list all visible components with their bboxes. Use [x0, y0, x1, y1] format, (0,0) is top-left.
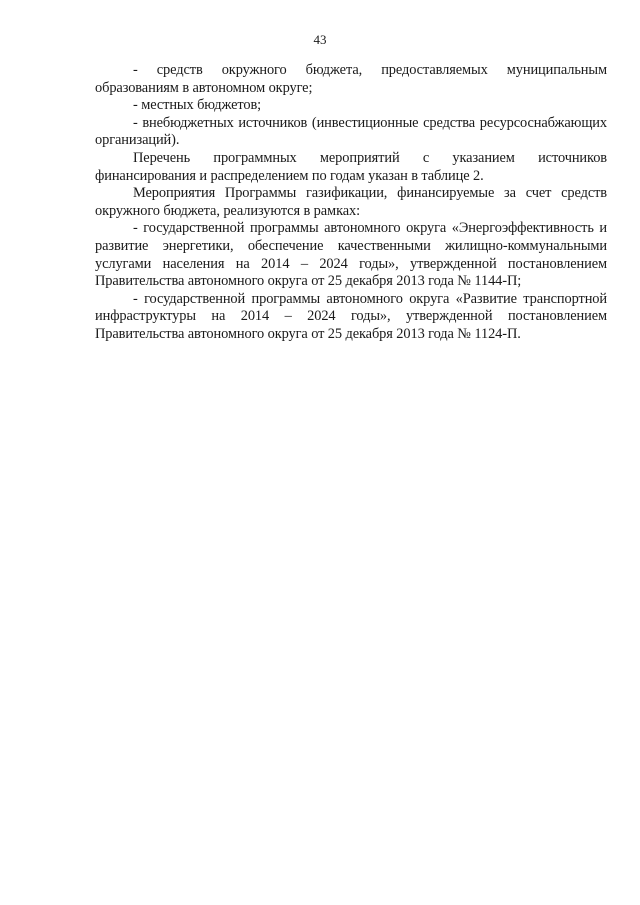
paragraph-gasification-measures: Мероприятия Программы газификации, финансируемые за счет средств окружного бюджета, реализуются в рамках: [95, 185, 607, 219]
paragraph-transport-program: - государственной программы автономного округа «Развитие транспортной инфраструктуры на 2014 – 2024 годы», утвержденной постановлением Правительства автономного округа от 25 декабря 2013 года № 1124-П. [95, 290, 607, 342]
paragraph-local-budgets: - местных бюджетов; [133, 97, 262, 114]
paragraph-measures-list: Перечень программных мероприятий с указанием источников финансирования и распределением по годам указан в таблице 2. [95, 149, 607, 184]
paragraph-energy-program: - государственной программы автономного округа «Энергоэффективность и развитие энергетики, обеспечение качественными жилищно-коммунальными услугами населения на 2014 – 2024 годы», утвержденной постановлением Правительства автономного округа от 25 декабря 2013 года № 1144-П; [95, 220, 607, 290]
document-body [95, 62, 607, 344]
paragraph-regional-budget: - средств окружного бюджета, предоставляемых муниципальным образованиям в автономном округе; [95, 62, 607, 96]
paragraph-extra-budgetary-sources: - внебюджетных источников (инвестиционные средства ресурсоснабжающих организаций). [95, 114, 607, 149]
page-number: 43 [313, 32, 327, 47]
